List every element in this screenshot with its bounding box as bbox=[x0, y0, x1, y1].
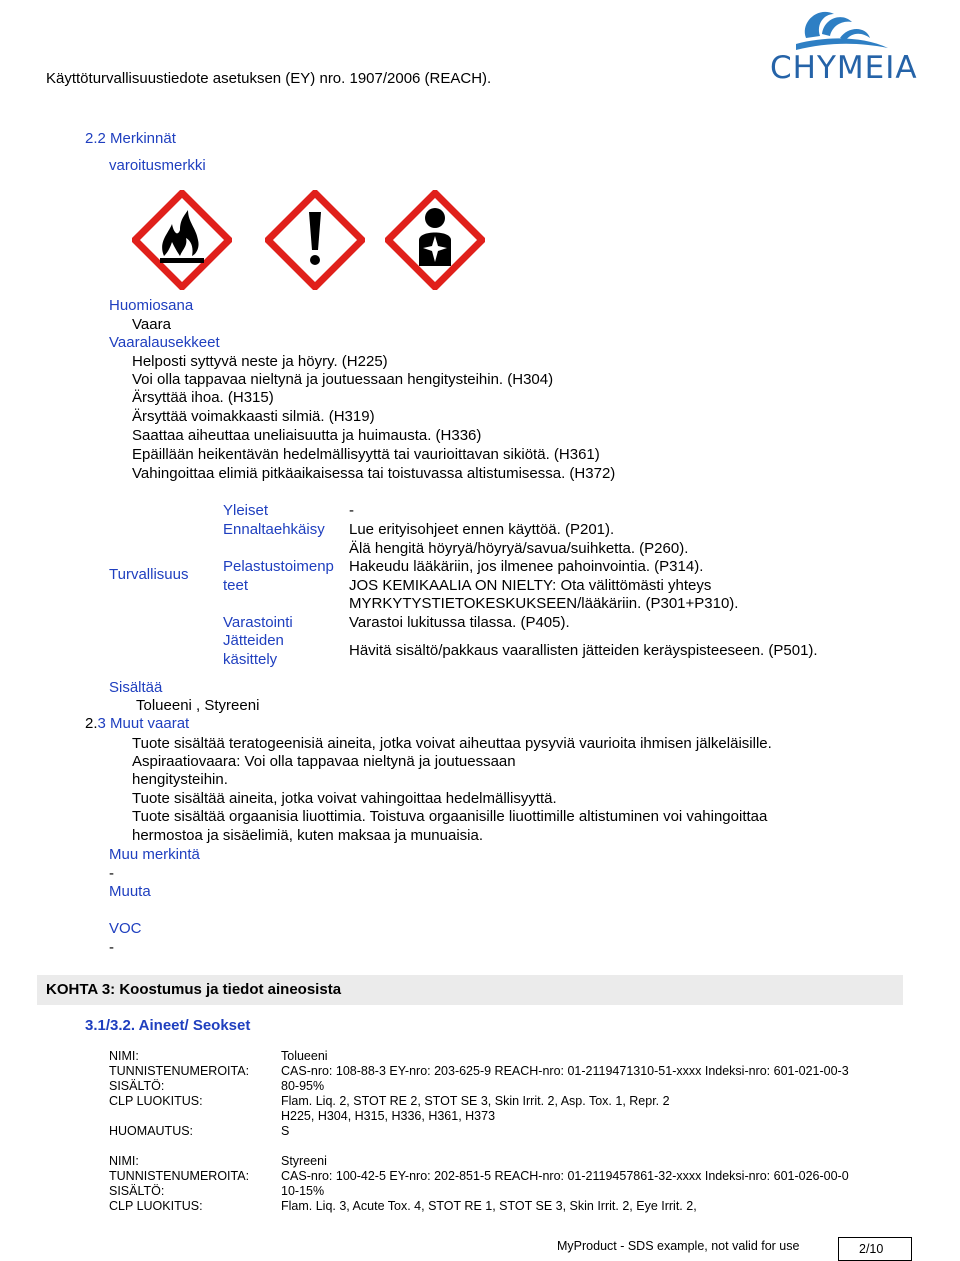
precaution-statement: Hakeudu lääkäriin, jos ilmenee pahoinvointia. (P314). bbox=[349, 558, 704, 575]
page-number: 2/10 bbox=[859, 1242, 884, 1256]
disposal-label: Jätteiden bbox=[223, 632, 284, 649]
precaution-statement: Hävitä sisältö/pakkaus vaarallisten jätteiden keräyspisteeseen. (P501). bbox=[349, 642, 818, 659]
precaution-statement: MYRKYTYSTIETOKESKUKSEEN/lääkäriin. (P301+P310). bbox=[349, 595, 739, 612]
other-hazard-line: Tuote sisältää teratogeenisiä aineita, jotka voivat aiheuttaa pysyviä vaurioita ihmisen jälkeläisille. bbox=[132, 735, 772, 752]
name-label: NIMI: bbox=[109, 1154, 139, 1168]
section-heading-2-3 bbox=[85, 715, 189, 732]
precaution-statement: Lue erityisohjeet ennen käyttöä. (P201). bbox=[349, 521, 615, 538]
prevention-label: Ennaltaehkäisy bbox=[223, 521, 325, 538]
page-number-box bbox=[838, 1237, 912, 1261]
other-marking-value: - bbox=[109, 865, 114, 882]
signal-word: Vaara bbox=[132, 316, 171, 333]
substance-clp-h: H225, H304, H315, H336, H361, H373 bbox=[281, 1109, 496, 1123]
hazard-statement: Ärsyttää voimakkaasti silmiä. (H319) bbox=[132, 408, 375, 425]
hazard-statement: Vahingoittaa elimiä pitkäaikaisessa tai toistuvassa altistumisessa. (H372) bbox=[132, 465, 616, 482]
hazard-statement: Voi olla tappavaa nieltynä ja joutuessaan hengitysteihin. (H304) bbox=[132, 371, 554, 388]
voc-label: VOC bbox=[109, 920, 142, 937]
substance-clp: Flam. Liq. 2, STOT RE 2, STOT SE 3, Skin Irrit. 2, Asp. Tox. 1, Repr. 2 bbox=[281, 1094, 670, 1108]
substance-name: Styreeni bbox=[281, 1154, 327, 1168]
contains-value: Tolueeni , Styreeni bbox=[136, 697, 260, 714]
substance-ids: CAS-nro: 100-42-5 EY-nro: 202-851-5 REACH-nro: 01-2119457861-32-xxxx Indeksi-nro: 601-026-00-0 bbox=[281, 1169, 849, 1183]
general-value: - bbox=[349, 502, 354, 519]
footer-product: MyProduct - SDS example, not valid for use bbox=[557, 1239, 800, 1253]
general-label: Yleiset bbox=[223, 502, 269, 519]
other-marking-label: Muu merkintä bbox=[109, 846, 200, 863]
precaution-statement: JOS KEMIKAALIA ON NIELTY: Ota välittömästi yhteys bbox=[349, 577, 712, 594]
response-label: Pelastustoimenp bbox=[223, 558, 334, 575]
substance-name: Tolueeni bbox=[281, 1049, 328, 1063]
precaution-statement: Älä hengitä höyryä/höyryä/savua/suihketta. (P260). bbox=[349, 540, 689, 557]
substance-content: 10-15% bbox=[281, 1184, 325, 1198]
signal-word-label: Huomiosana bbox=[109, 297, 194, 314]
name-label: NIMI: bbox=[109, 1049, 139, 1063]
logo-mark-icon bbox=[766, 4, 906, 56]
precaution-statement: Varastoi lukitussa tilassa. (P405). bbox=[349, 614, 570, 631]
substance-ids: CAS-nro: 108-88-3 EY-nro: 203-625-9 REACH-nro: 01-2119471310-51-xxxx Indeksi-nro: 601-021-00-3 bbox=[281, 1064, 849, 1078]
other-hazard-line: hermostoa ja sisäelimiä, kuten maksaa ja munuaisia. bbox=[132, 827, 483, 844]
content-label: SISÄLTÖ: bbox=[109, 1079, 165, 1093]
note-label: HUOMAUTUS: bbox=[109, 1124, 194, 1138]
safety-label: Turvallisuus bbox=[109, 566, 189, 583]
ids-label: TUNNISTENUMEROITA: bbox=[109, 1064, 250, 1078]
hazard-statement: Ärsyttää ihoa. (H315) bbox=[132, 389, 274, 406]
voc-value: - bbox=[109, 939, 114, 956]
substance-note: S bbox=[281, 1124, 290, 1138]
substance-content: 80-95% bbox=[281, 1079, 325, 1093]
hazard-statement: Epäillään heikentävän hedelmällisyyttä tai vaurioittavan sikiötä. (H361) bbox=[132, 446, 600, 463]
disposal-label-cont: käsittely bbox=[223, 651, 278, 668]
subsection-heading: 3.1/3.2. Aineet/ Seokset bbox=[85, 1017, 251, 1034]
other-hazard-line: Tuote sisältää aineita, jotka voivat vahingoittaa hedelmällisyyttä. bbox=[132, 790, 557, 807]
hazard-statement: Saattaa aiheuttaa uneliaisuutta ja huimausta. (H336) bbox=[132, 427, 482, 444]
health-hazard-icon bbox=[385, 190, 485, 290]
storage-label: Varastointi bbox=[223, 614, 293, 631]
other-hazard-line: Aspiraatiovaara: Voi olla tappavaa nieltynä ja joutuessaan bbox=[132, 753, 516, 770]
section-heading-2-2: 2.2 Merkinnät bbox=[85, 130, 176, 147]
clp-label: CLP LUOKITUS: bbox=[109, 1199, 203, 1213]
section-3-bar bbox=[37, 975, 903, 1005]
ids-label: TUNNISTENUMEROITA: bbox=[109, 1169, 250, 1183]
pictograms-label: varoitusmerkki bbox=[109, 157, 206, 174]
document-title: Käyttöturvallisuustiedote asetuksen (EY) nro. 1907/2006 (REACH). bbox=[46, 70, 492, 87]
contains-label: Sisältää bbox=[109, 679, 163, 696]
section-3-title: KOHTA 3: Koostumus ja tiedot aineosista bbox=[46, 981, 342, 998]
logo-text: CHYMEIA bbox=[770, 50, 918, 86]
other-hazard-line: Tuote sisältää orgaanisia liuottimia. Toistuva orgaanisille liuottimille altistuminen voi vahingoittaa bbox=[132, 808, 768, 825]
clp-label: CLP LUOKITUS: bbox=[109, 1094, 203, 1108]
exclamation-icon bbox=[265, 190, 365, 290]
section-title: 3 Muut vaarat bbox=[97, 715, 190, 732]
substance-clp: Flam. Liq. 3, Acute Tox. 4, STOT RE 1, STOT SE 3, Skin Irrit. 2, Eye Irrit. 2, bbox=[281, 1199, 697, 1213]
hazard-statement: Helposti syttyvä neste ja höyry. (H225) bbox=[132, 353, 388, 370]
content-label: SISÄLTÖ: bbox=[109, 1184, 165, 1198]
section-number: 2. bbox=[85, 715, 98, 732]
flame-icon bbox=[132, 190, 232, 290]
other-hazard-line: hengitysteihin. bbox=[132, 771, 228, 788]
misc-label: Muuta bbox=[109, 883, 151, 900]
hazard-statements-label: Vaaralausekkeet bbox=[109, 334, 220, 351]
company-logo bbox=[766, 4, 918, 86]
response-label-cont: teet bbox=[223, 577, 249, 594]
